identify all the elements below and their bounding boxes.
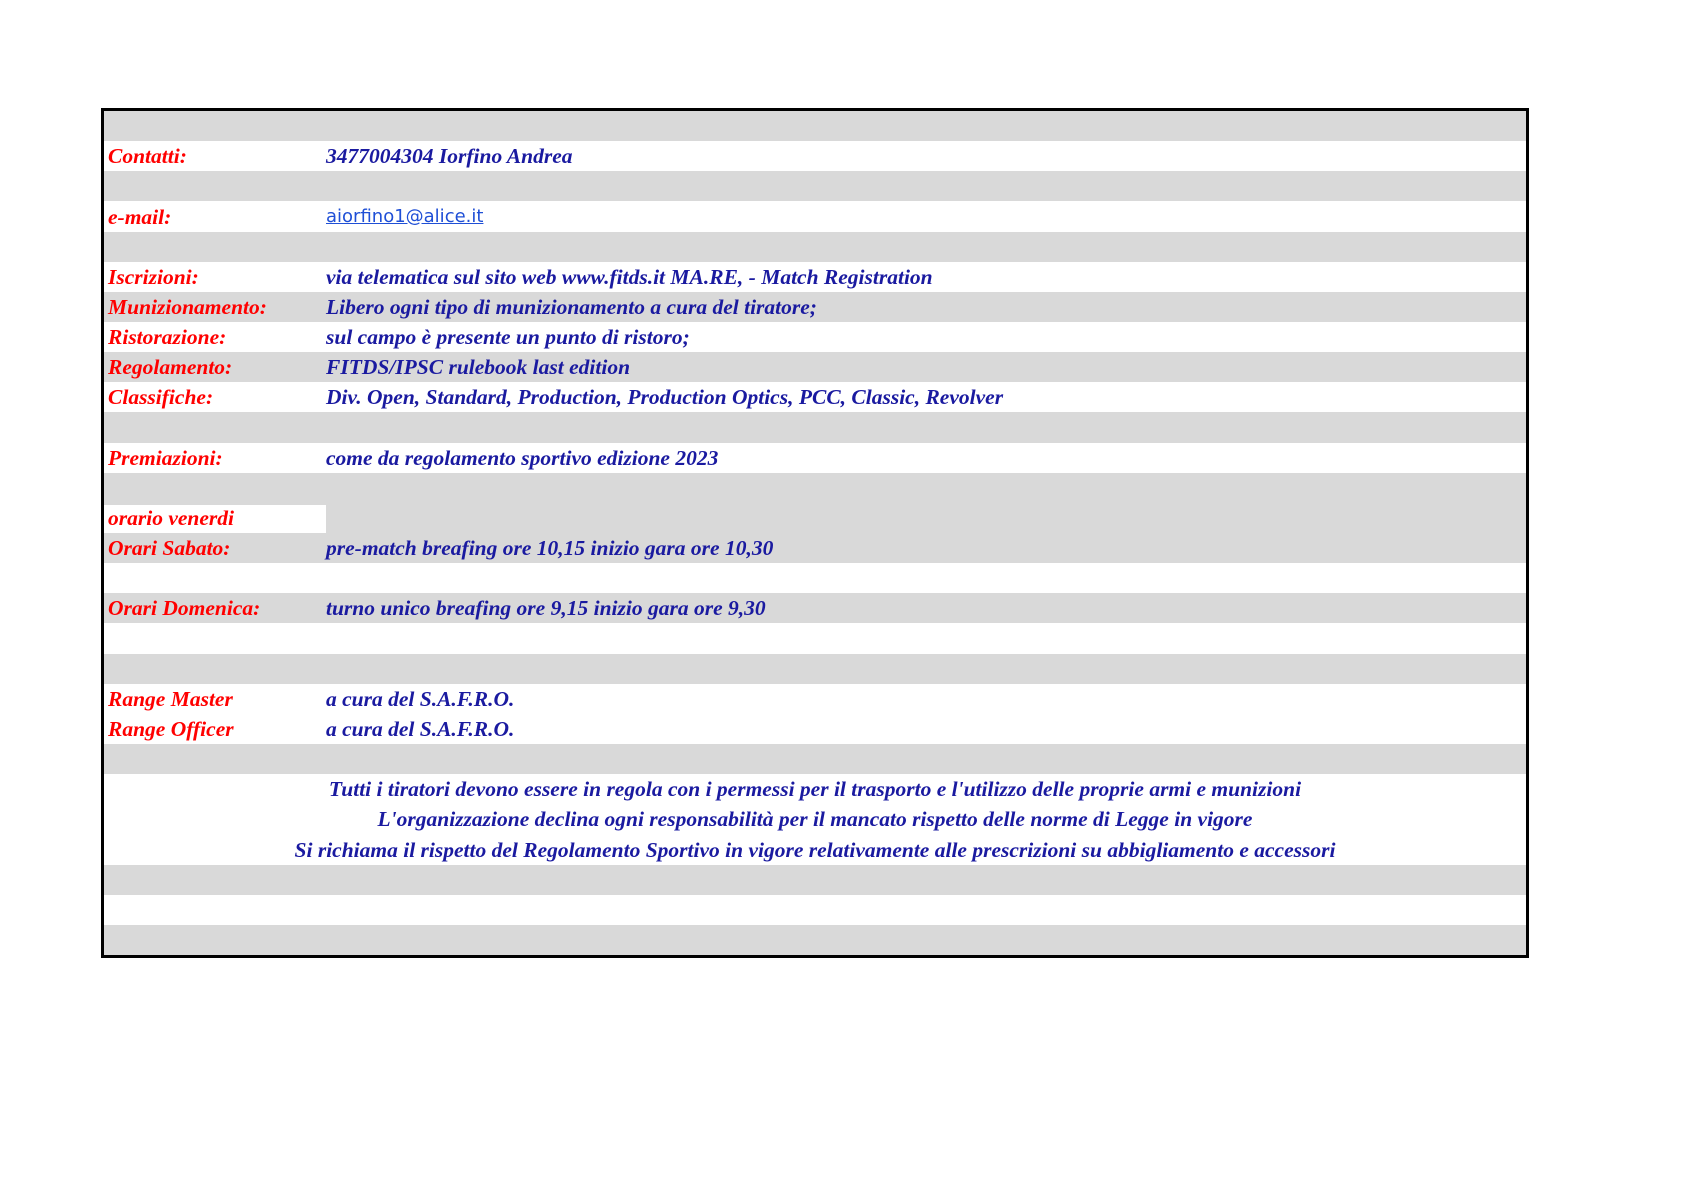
range-officer-value: a cura del S.A.F.R.O.: [326, 716, 515, 741]
range-officer-row: [104, 714, 1526, 744]
catering-value: sul campo è presente un punto di ristoro;: [326, 325, 690, 350]
range-officer-label: Range Officer: [108, 716, 234, 741]
friday-row: [104, 503, 1526, 533]
email-label: e-mail:: [108, 204, 172, 229]
rankings-label: Classifiche:: [108, 385, 214, 410]
note-regulations: Si richiama il rispetto del Regolamento Sportivo in vigore relativamente alle prescrizioni su abbigliamento e accessori: [294, 837, 1336, 862]
info-row: [104, 382, 1526, 412]
info-row: [104, 322, 1526, 352]
sunday-label: Orari Domenica:: [108, 596, 261, 621]
registration-value: via telematica sul sito web www.fitds.it MA.RE, - Match Registration: [326, 264, 933, 289]
catering-label: Ristorazione:: [108, 325, 227, 350]
range-master-row: [104, 684, 1526, 714]
friday-label: orario venerdi: [104, 505, 326, 533]
spacer-row: [104, 895, 1526, 925]
spacer-row: [104, 623, 1526, 653]
ammunition-value: Libero ogni tipo di munizionamento a cura del tiratore;: [326, 294, 817, 319]
range-master-label: Range Master: [108, 686, 233, 711]
spacer-row: [104, 744, 1526, 774]
spacer-row: [104, 412, 1526, 442]
info-row: [104, 292, 1526, 322]
spacer-row: [104, 925, 1526, 955]
spacer-row: [104, 654, 1526, 684]
rules-value: FITDS/IPSC rulebook last edition: [326, 355, 631, 380]
note-permits: Tutti i tiratori devono essere in regola con i permessi per il trasporto e l'utilizzo delle proprie armi e munizioni: [328, 777, 1302, 802]
spacer-row: [104, 232, 1526, 262]
info-sheet: [101, 108, 1529, 958]
sunday-value: turno unico breafing ore 9,15 inizio gara ore 9,30: [326, 596, 766, 621]
note-liability: L'organizzazione declina ogni responsabilità per il mancato rispetto delle norme di Legge in vigore: [377, 807, 1253, 832]
spacer-row: [104, 473, 1526, 503]
ammunition-label: Munizionamento:: [108, 294, 267, 319]
rankings-value: Div. Open, Standard, Production, Production Optics, PCC, Classic, Revolver: [326, 385, 1004, 410]
email-link[interactable]: aiorfino1@alice.it: [326, 205, 484, 227]
awards-label: Premiazioni:: [108, 445, 223, 470]
range-master-value: a cura del S.A.F.R.O.: [326, 686, 515, 711]
note-row: [104, 774, 1526, 804]
saturday-value: pre-match breafing ore 10,15 inizio gara ore 10,30: [326, 536, 774, 561]
contacts-label: Contatti:: [108, 144, 187, 169]
saturday-row: [104, 533, 1526, 563]
note-row: [104, 804, 1526, 834]
spacer-row: [104, 865, 1526, 895]
saturday-label: Orari Sabato:: [108, 536, 231, 561]
info-row: [104, 262, 1526, 292]
awards-row: [104, 443, 1526, 473]
contacts-value: 3477004304 Iorfino Andrea: [326, 144, 573, 169]
registration-label: Iscrizioni:: [108, 264, 199, 289]
spacer-row: [104, 111, 1526, 141]
note-row: [104, 834, 1526, 864]
spacer-row: [104, 563, 1526, 593]
rules-label: Regolamento:: [108, 355, 233, 380]
spacer-row: [104, 171, 1526, 201]
contacts-row: [104, 141, 1526, 171]
info-row: [104, 352, 1526, 382]
awards-value: come da regolamento sportivo edizione 2023: [326, 445, 719, 470]
sunday-row: [104, 593, 1526, 623]
email-row: [104, 201, 1526, 231]
